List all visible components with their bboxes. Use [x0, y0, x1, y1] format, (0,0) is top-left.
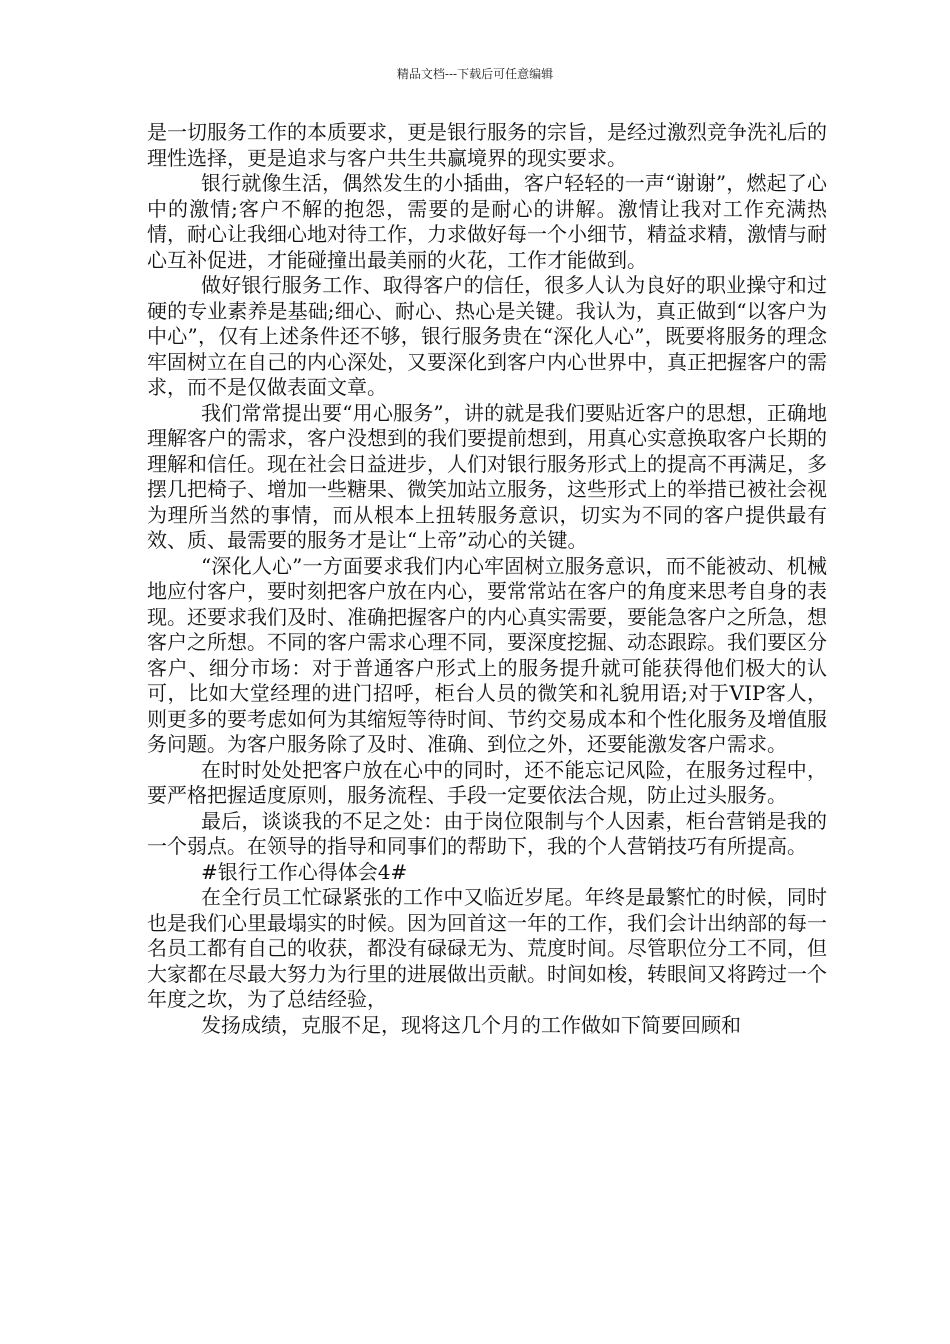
paragraph-7: 最后，谈谈我的不足之处：由于岗位限制与个人因素，柜台营销是我的一个弱点。在领导的指导和同事们的帮助下，我的个人营销技巧有所提高。 [147, 808, 827, 858]
document-body [147, 120, 827, 1038]
paragraph-5: “深化人心”一方面要求我们内心牢固树立服务意识，而不能被动、机械地应付客户，要时刻把客户放在内心，要常常站在客户的角度来思考自身的表现。还要求我们及时、准确把握客户的内心真实需要，要能急客户之所急，想客户之所想。不同的客户需求心理不同，要深度挖掘、动态跟踪。我们要区分客户、细分市场：对于普通客户形式上的服务提升就可能获得他们极大的认可，比如大堂经理的进门招呼，柜台人员的微笑和礼貌用语;对于VIP客人，则更多的要考虑如何为其缩短等待时间、节约交易成本和个性化服务及增值服务问题。为客户服务除了及时、准确、到位之外，还要能激发客户需求。 [147, 553, 827, 756]
page-header: 精品文档---下载后可任意编辑 [396, 67, 554, 81]
paragraph-3: 做好银行服务工作、取得客户的信任，很多人认为良好的职业操守和过硬的专业素养是基础;细心、耐心、热心是关键。我认为，真正做到“以客户为中心”，仅有上述条件还不够，银行服务贵在“深化人心”，既要将服务的理念牢固树立在自己的内心深处，又要深化到客户内心世界中，真正把握客户的需求，而不是仅做表面文章。 [147, 273, 827, 399]
paragraph-2: 银行就像生活，偶然发生的小插曲，客户轻轻的一声“谢谢”，燃起了心中的激情;客户不解的抱怨，需要的是耐心的讲解。激情让我对工作充满热情，耐心让我细心地对待工作，力求做好每一个小细节，精益求精，激情与耐心互补促进，才能碰撞出最美丽的火花，工作才能做到。 [147, 171, 827, 272]
paragraph-4: 我们常常提出要“用心服务”，讲的就是我们要贴近客户的思想，正确地理解客户的需求，客户没想到的我们要提前想到，用真心实意换取客户长期的理解和信任。现在社会日益进步，人们对银行服务形式上的提高不再满足，多摆几把椅子、增加一些糖果、微笑加站立服务，这些形式上的举措已被社会视为理所当然的事情，而从根本上扭转服务意识，切实为不同的客户提供最有效、质、最需要的服务才是让“上帝”动心的关键。 [147, 400, 827, 552]
paragraph-10: 发扬成绩，克服不足，现将这几个月的工作做如下简要回顾和 [201, 1012, 741, 1037]
section-heading: #银行工作心得体会4# [201, 859, 408, 884]
paragraph-6: 在时时处处把客户放在心中的同时，还不能忘记风险，在服务过程中，要严格把握适度原则，服务流程、手段一定要依法合规，防止过头服务。 [147, 757, 827, 807]
paragraph-1: 是一切服务工作的本质要求，更是银行服务的宗旨，是经过激烈竞争洗礼后的理性选择，更是追求与客户共生共赢境界的现实要求。 [147, 120, 827, 170]
paragraph-9: 在全行员工忙碌紧张的工作中又临近岁尾。年终是最繁忙的时候，同时也是我们心里最塌实的时候。因为回首这一年的工作，我们会计出纳部的每一名员工都有自己的收获，都没有碌碌无为、荒度时间。尽管职位分工不同，但大家都在尽最大努力为行里的进展做出贡献。时间如梭，转眼间又将跨过一个年度之坎，为了总结经验， [147, 885, 827, 1011]
